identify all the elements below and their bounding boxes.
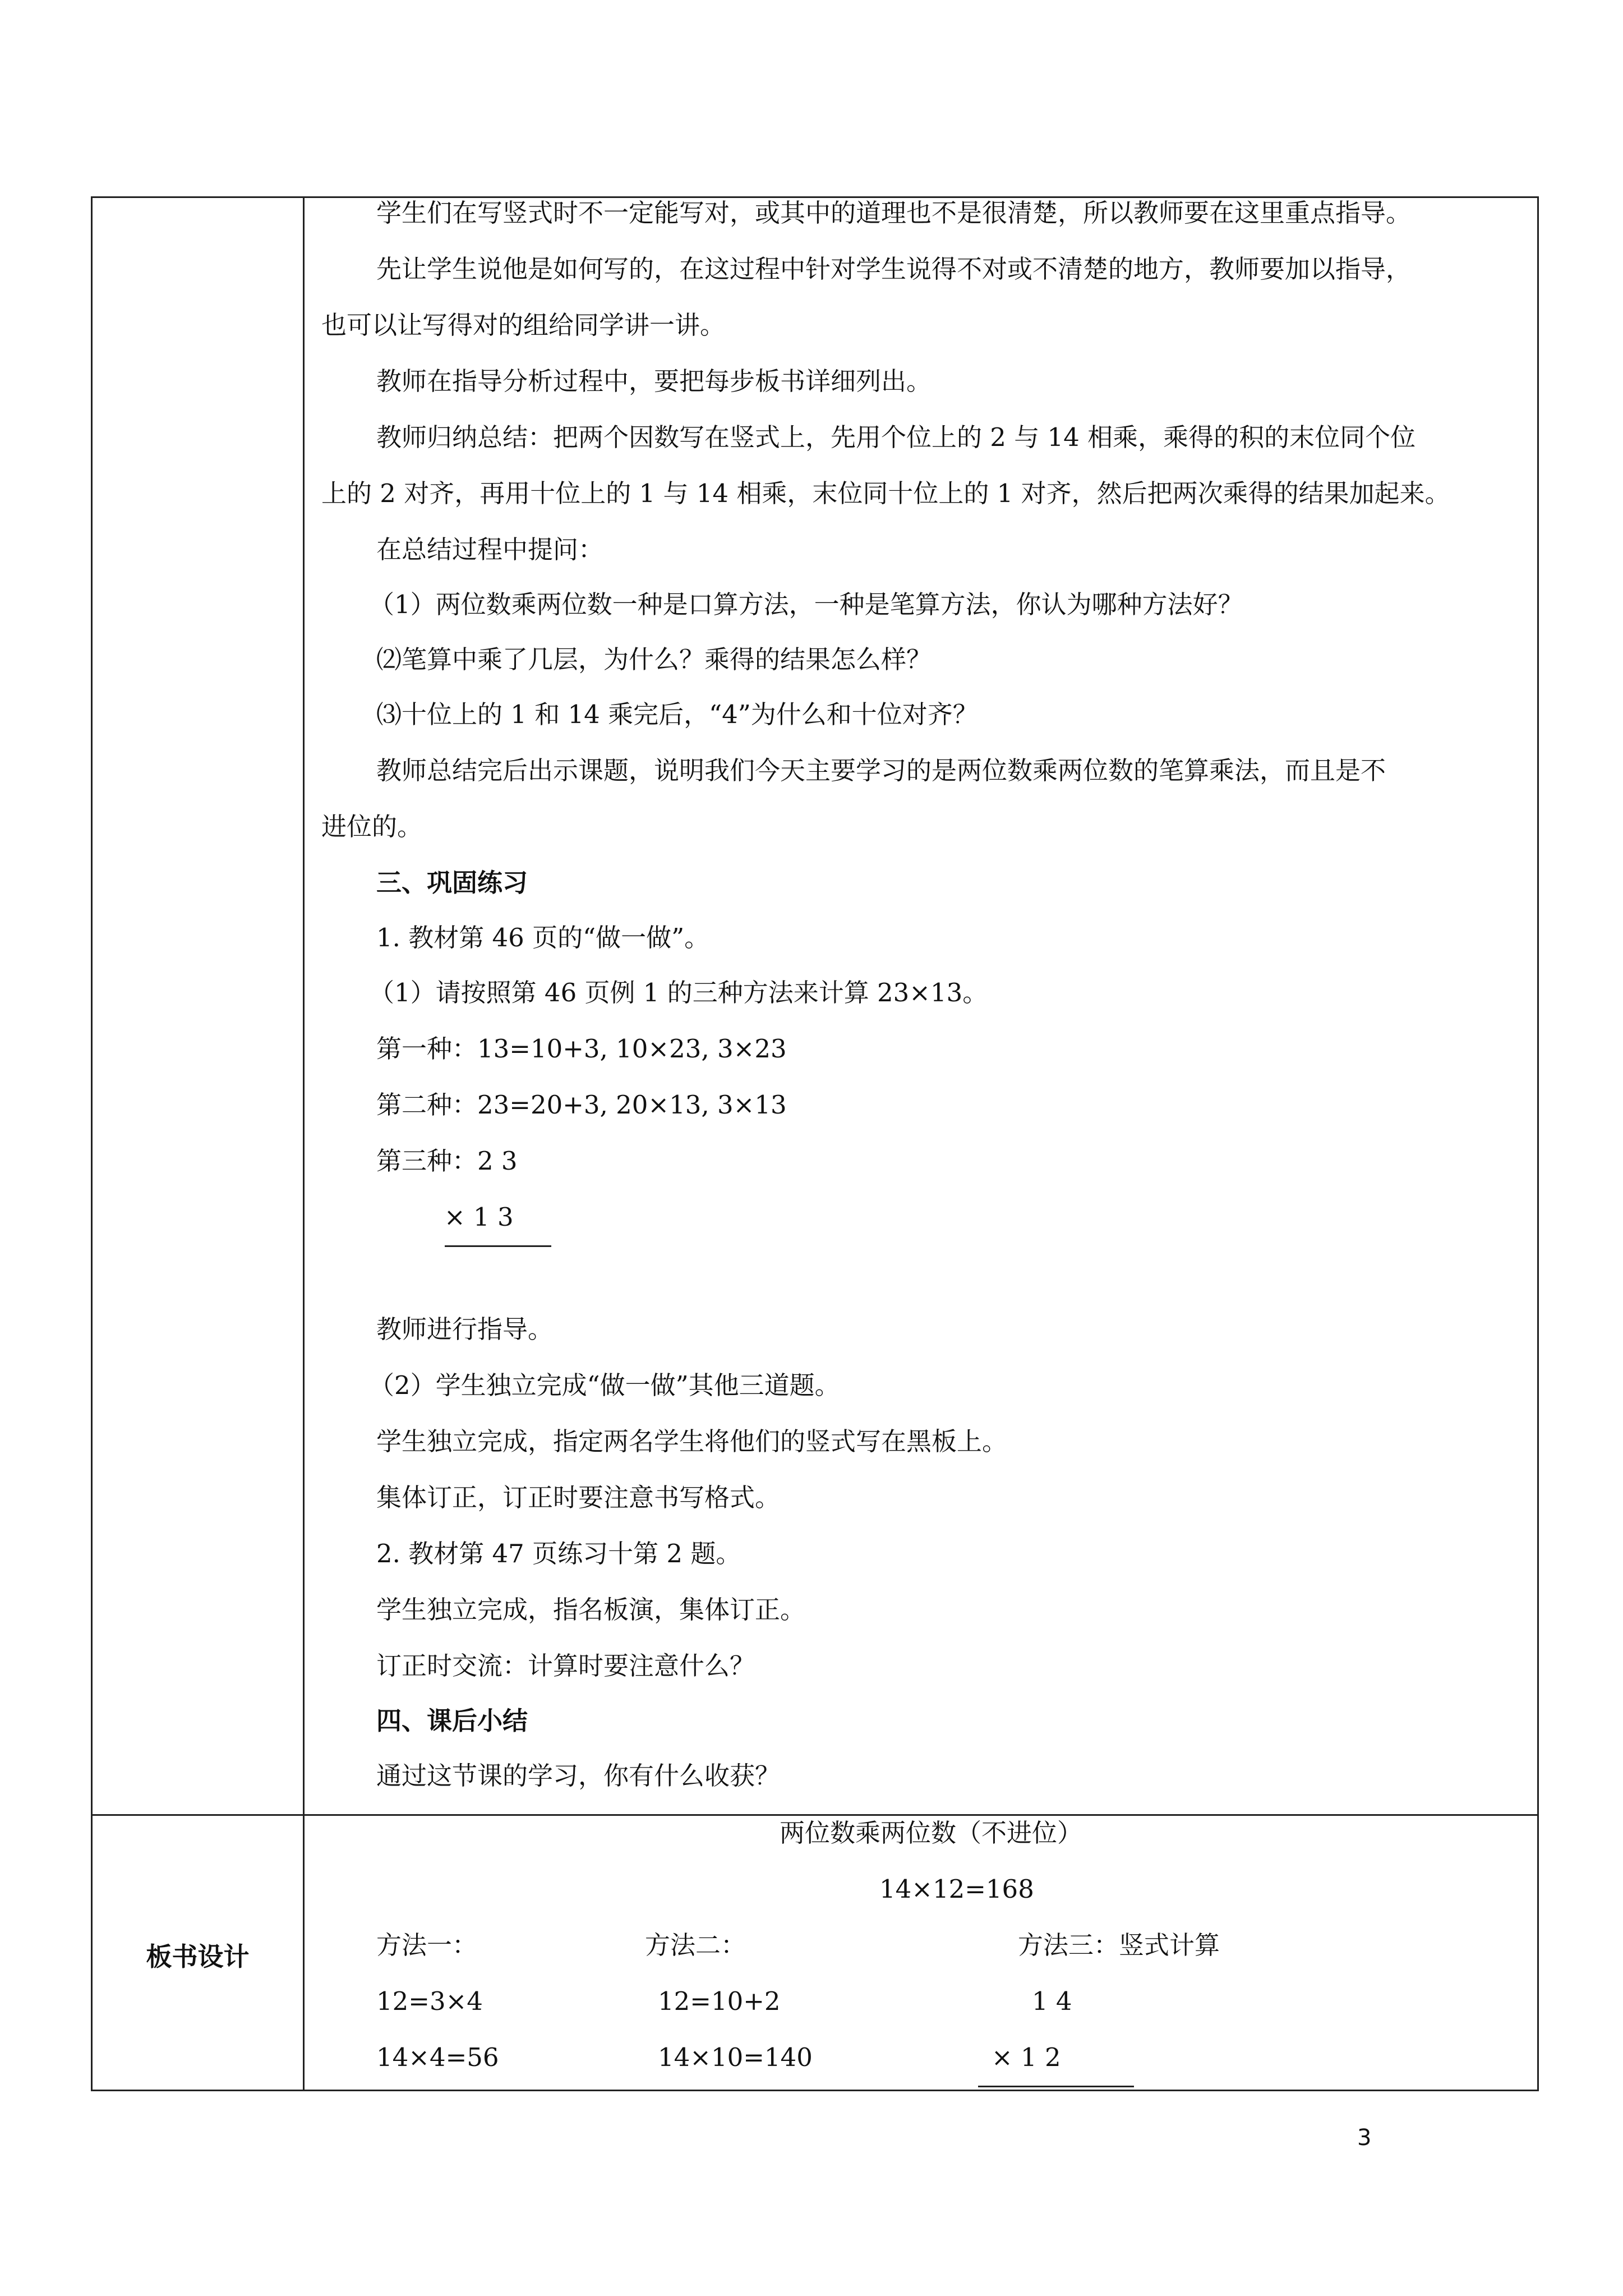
question-2: ⑵笔算中乘了几层，为什么？乘得的结果怎么样？ (376, 645, 932, 674)
board-method-3-underline (978, 2086, 1134, 2087)
paragraph-teacher-summary: 教师归纳总结：把两个因数写在竖式上，先用个位上的 2 与 14 相乘，乘得的积的末位同个位 (376, 422, 1416, 452)
exercise-2: 2. 教材第 47 页练习十第 2 题。 (376, 1539, 741, 1568)
paragraph-teacher-summary-cont: 上的 2 对齐，再用十位上的 1 与 14 相乘，末位同十位上的 1 对齐，然后把两次乘得的结果加起来。 (321, 478, 1450, 508)
section-heading-summary: 四、课后小结 (376, 1706, 528, 1736)
board-method-2-title: 方法二： (645, 1930, 746, 1960)
exercise-1-part-2-note-a: 学生独立完成，指定两名学生将他们的竖式写在黑板上。 (376, 1427, 1008, 1456)
paragraph-writing-vertical: 学生们在写竖式时不一定能写对，或其中的道理也不是很清楚，所以教师要在这里重点指导。 (376, 198, 1412, 228)
board-method-2-line-2: 14×10=140 (658, 2042, 813, 2072)
section-heading-practice: 三、巩固练习 (376, 868, 528, 898)
board-method-3-title: 方法三：竖式计算 (1018, 1930, 1220, 1960)
exercise-2-note-b: 订正时交流：计算时要注意什么？ (376, 1651, 755, 1681)
page-number: 3 (1357, 2125, 1372, 2151)
paragraph-questions-intro: 在总结过程中提问： (376, 535, 604, 564)
board-method-1-line-2: 14×4=56 (376, 2042, 499, 2072)
paragraph-topic: 教师总结完后出示课题，说明我们今天主要学习的是两位数乘两位数的笔算乘法，而且是不 (376, 756, 1386, 785)
paragraph-summary-question: 通过这节课的学习，你有什么收获？ (376, 1761, 781, 1791)
method-3-multiplier: × 1 3 (444, 1202, 514, 1232)
question-1: （1）两位数乘两位数一种是口算方法，一种是笔算方法，你认为哪种方法好？ (369, 590, 1243, 619)
exercise-2-note-a: 学生独立完成，指名板演，集体订正。 (376, 1595, 806, 1625)
board-method-2-line-1: 12=10+2 (658, 1986, 781, 2016)
method-1: 第一种：13=10+3, 10×23, 3×23 (376, 1034, 787, 1064)
exercise-1: 1. 教材第 46 页的“做一做”。 (376, 923, 710, 953)
paragraph-board-steps: 教师在指导分析过程中，要把每步板书详细列出。 (376, 366, 932, 396)
paragraph-student-explain-cont: 也可以让写得对的组给同学讲一讲。 (321, 310, 726, 340)
board-design-label: 板书设计 (146, 1941, 250, 1972)
method-3: 第三种：2 3 (376, 1146, 518, 1176)
column-divider (303, 196, 305, 2091)
exercise-1-part-1: （1）请按照第 46 页例 1 的三种方法来计算 23×13。 (369, 978, 988, 1007)
row-divider (91, 1814, 1539, 1816)
board-method-1-line-1: 12=3×4 (376, 1986, 483, 2016)
paragraph-topic-cont: 进位的。 (321, 812, 423, 841)
method-3-underline (445, 1245, 551, 1247)
board-method-3-line-2: × 1 2 (992, 2042, 1061, 2072)
exercise-1-part-2: （2）学生独立完成“做一做”其他三道题。 (369, 1370, 840, 1400)
board-title: 两位数乘两位数（不进位） (780, 1818, 1083, 1848)
board-method-3-line-1: 1 4 (1032, 1986, 1072, 2016)
paragraph-student-explain: 先让学生说他是如何写的，在这过程中针对学生说得不对或不清楚的地方，教师要加以指导， (376, 254, 1412, 284)
exercise-1-part-2-note-b: 集体订正，订正时要注意书写格式。 (376, 1483, 781, 1512)
board-method-1-title: 方法一： (376, 1930, 478, 1960)
question-3: ⑶十位上的 1 和 14 乘完后，“4”为什么和十位对齐？ (376, 700, 978, 729)
paragraph-teacher-guide: 教师进行指导。 (376, 1314, 554, 1344)
method-2: 第二种：23=20+3, 20×13, 3×13 (376, 1090, 787, 1120)
board-equation: 14×12=168 (879, 1874, 1034, 1904)
